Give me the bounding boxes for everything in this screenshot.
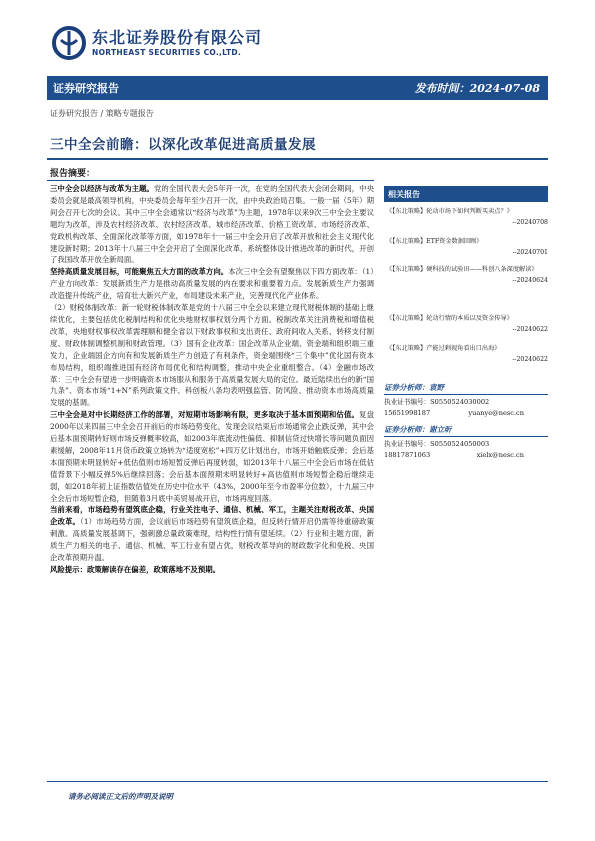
logo-mark-icon: [52, 26, 86, 60]
analyst-title: 证券分析师：: [384, 425, 429, 434]
analyst-divider: [384, 436, 548, 437]
related-report-title[interactable]: 《【东北策略】轮动市场下如何判断买卖点？》: [386, 208, 513, 215]
summary-paragraph: [50, 183, 374, 266]
risk-warning: [50, 564, 374, 576]
summary-paragraph: [50, 266, 374, 302]
paragraph-lead: 三中全会是对中长期经济工作的部署，对短期市场影响有限，更多取决于基本面预期和估值。: [50, 410, 360, 420]
cert-label: 执业证书编号：: [384, 398, 431, 406]
related-report-title[interactable]: 《【东北策略】产能过剩视角看出口出海》: [386, 345, 501, 352]
analyst-card: [384, 382, 548, 419]
related-report-item[interactable]: [386, 343, 548, 365]
summary-divider: [47, 180, 374, 181]
cert-number: S0550524030002: [430, 398, 490, 406]
related-reports-heading: 相关报告: [384, 186, 548, 202]
breadcrumb: 证券研究报告 / 策略专题报告: [50, 109, 154, 118]
title-divider: [47, 158, 548, 160]
related-report-item[interactable]: [386, 264, 548, 286]
related-report-item[interactable]: [386, 206, 548, 228]
analyst-divider: [384, 394, 548, 395]
paragraph-text: （1）市场趋势方面，会议前后市场趋势有望筑底企稳，但反转行情开启仍需等待重磅政策刺激。高质量发展基调下，强刺激总量政策难现，结构性行情有望延续。（2）行业和主题方面，新质生产力相关的电子、通信、机械、军工行业有望占优，财税改革导向的财政数字化和免税、央国企改革预期升温。: [50, 517, 374, 563]
related-report-title[interactable]: 《【东北策略】ETF资金数据回顾》: [386, 238, 483, 245]
paragraph-text: （2）财税体制改革：新一轮财税体制改革是党的十八届三中全会以来建立现代财税体制的基础上继续优化，主要包括优化税制结构和优化央地财权事权划分两个方面。税制改革关注消费税和增值税改革，央地财权事权改革需理顺和健全省以下财政事权和支出责任、政府间收入关系、转移支付制度、财政体制调整机制和财政管理。（3）国有企业改革：国企改革从企业端、资金端和组织端三重发力，企业端国企方向有和发展新质生产力创造了有利条件，资金端围绕“三个集中”优化国有资本布局结构，组织端推进国有经济布局优化和结构调整，推动中央企业重组整合。（4）金融市场改革：三中全会有望进一步明确资本市场服从和服务于高质量发展大局的定位。最近陆续出台的新“国九条”、资本市场“1+N”系列政策文件、科创板八条均表明强监管、防风险、推动资本市场高质量发展的基调。: [50, 303, 374, 408]
related-report-date: --20240624: [512, 277, 548, 284]
summary-body: [50, 183, 374, 576]
report-banner: [47, 76, 548, 100]
related-report-title[interactable]: 《【东北策略】轮动行情的本质以及资金传导》: [386, 315, 513, 322]
logo-english-name: NORTHEAST SECURITIES CO.,LTD.: [92, 47, 242, 57]
disclaimer-note: 请务必阅读正文后的声明及说明: [68, 792, 173, 801]
analyst-email[interactable]: yuanye@nesc.cn: [468, 409, 524, 417]
analyst-email[interactable]: xielx@nesc.cn: [476, 451, 524, 459]
page-title: 三中全会前瞻：以深化改革促进高质量发展: [50, 137, 316, 153]
paragraph-lead: 坚持高质量发展目标，可能聚焦五大方面的改革方向。: [50, 267, 229, 277]
analyst-card: [384, 424, 548, 461]
related-report-date: --20240622: [512, 326, 548, 333]
related-report-item[interactable]: [386, 313, 548, 335]
related-report-item[interactable]: [386, 236, 548, 258]
logo-chinese-name: 东北证券股份有限公司: [92, 27, 263, 47]
related-report-date: --20240708: [512, 219, 548, 226]
footer-divider: [47, 781, 548, 782]
paragraph-lead: 风险提示：政策解读存在偏差，政策落地不及预期。: [50, 565, 220, 574]
related-report-date: --20240701: [512, 249, 548, 256]
paragraph-text: 党的全国代表大会5年开一次，在党的全国代表大会闭会期间，中央委员会就是最高领导机构，中央委员会每年至少召开一次，由中央政治局召集。一般一届（5年）期间会召开七次的会议。其中三中全会通常以“经济与改革”为主题，1978年以来9次三中全会主要议题均为改革，涉及农村经济改革、农村经济改革、城市经济改革、价格工资改革、市场经济改革、党政机构改革、全面深化改革等方面，如1978年十一届三中全会开启了改革开放和社会主义现代化建设新时期；2013年十八届三中全会开启了全面深化改革、系统整体设计推进改革的新时代，开创了我国改革开放全新局面。: [50, 184, 374, 265]
summary-paragraph: [50, 302, 374, 409]
company-logo: [52, 26, 262, 60]
analyst-name: 谢立昕: [429, 425, 452, 434]
publish-date: 发布时间：2024-07-08: [414, 82, 540, 95]
summary-paragraph: [50, 504, 374, 564]
cert-label: 执业证书编号：: [384, 440, 431, 448]
related-report-date: --20240622: [512, 356, 548, 363]
paragraph-text: 本次三中全会有望聚焦以下四方面改革：（1）产业方向改革：发展新质生产力是推动高质量发展的内在要求和重要着力点。发展新质生产力强调改造提升传统产业，培育壮大新兴产业，布局建设未来产业，完善现代化产业体系。: [50, 267, 374, 301]
summary-paragraph: [50, 409, 374, 504]
analyst-name: 袁野: [429, 383, 444, 392]
paragraph-lead: 当前来看，市场趋势有望筑底企稳，行业关注电子、通信、机械、军工，主题关注财税改革、央国企改革。: [50, 505, 374, 527]
paragraph-lead: 三中全会以经济与改革为主题。: [50, 184, 154, 193]
related-report-title[interactable]: 《【东北策略】硬科技的试验田——科创八条深度解读》: [386, 266, 538, 273]
cert-number: S0550524050003: [430, 440, 490, 448]
analyst-phone: 15651998187: [384, 409, 431, 417]
report-type-label: 证券研究报告: [53, 82, 119, 95]
analyst-title: 证券分析师：: [384, 383, 429, 392]
paragraph-text: 复盘2000年以来四届三中全会召开前后的市场趋势变化，发现会议结束后市场通常会止跌反弹，其中会后基本面预期转好则市场反弹概率较高，如2003年底流动性偏低、抑制信贷过快增长等问题负面因素缓解，2008年11月货币政策立场转为“适度宽松”+四万亿计划出台，市场开始触底反弹；会后基本面预期未明显转好+低估值则市场短暂反弹后再度转弱，如2013年十八届三中全会后市场在低估值背景下小幅反弹5%后继续回落；会后基本面预期未明显转好+高估值则市场短暂企稳后继续走弱，如2018年初上证指数估值处在历史中位水平（43%，2000年至今市盈率分位数），十九届三中全会后市场短暂企稳，但随着3月底中美贸易战开启，市场再度回落。: [50, 410, 374, 503]
summary-heading: 报告摘要：: [50, 169, 96, 179]
analyst-phone: 18817871063: [384, 451, 431, 459]
